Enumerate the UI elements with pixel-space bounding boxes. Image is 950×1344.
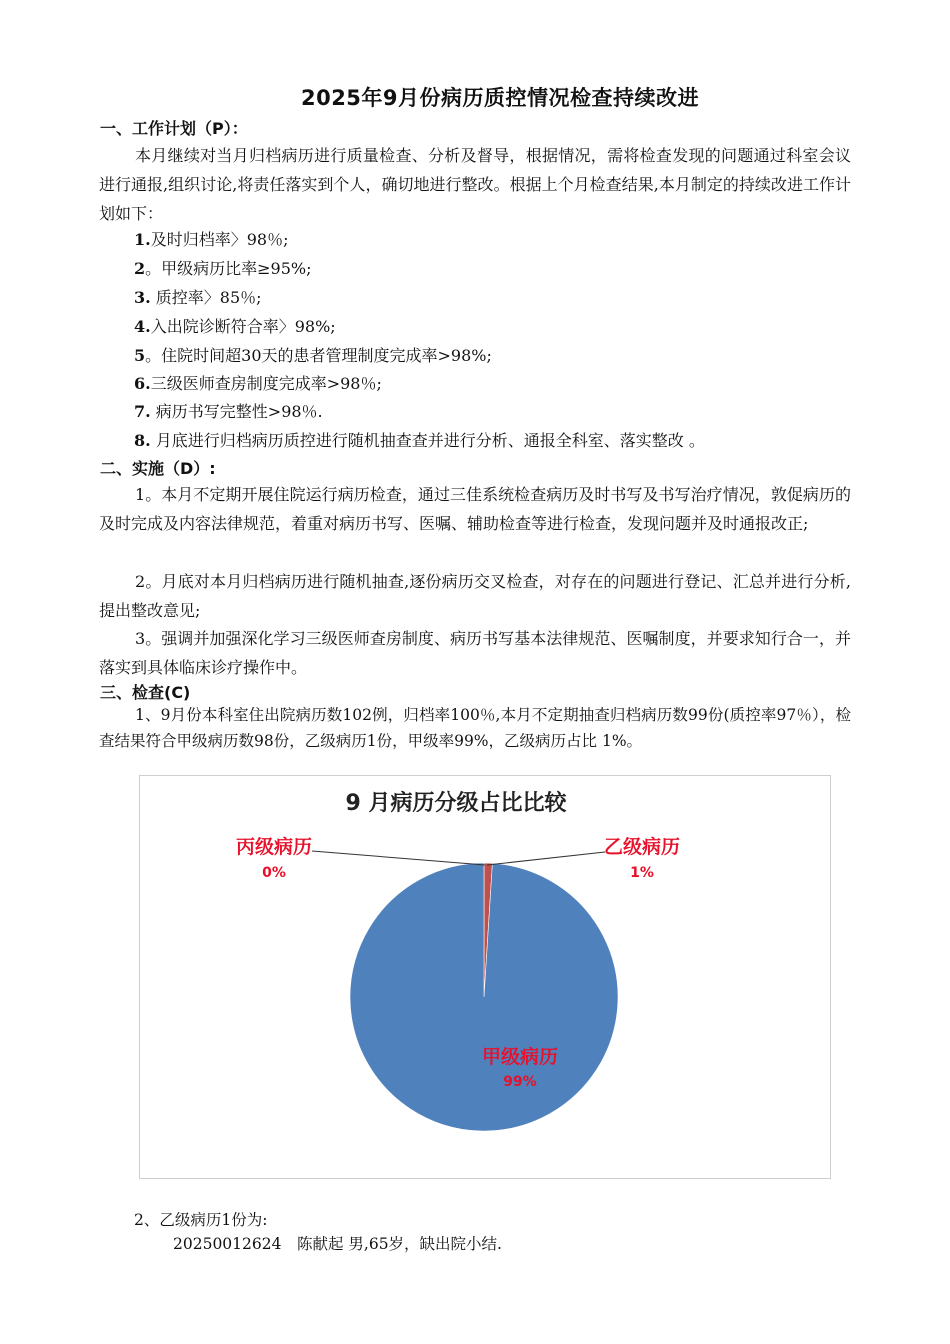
plan-item-text: 。住院时间超30天的患者管理制度完成率>98%; xyxy=(145,346,492,365)
plan-item xyxy=(134,431,705,451)
plan-item-number: 1. xyxy=(134,230,151,249)
section-implement-para: 2。月底对本月归档病历进行随机抽查,逐份病历交叉检查，对存在的问题进行登记、汇总并进行分析,提出整改意见; xyxy=(99,572,851,620)
plan-item xyxy=(134,402,323,422)
pie-leader-lines xyxy=(312,851,605,865)
pie-label-name: 甲级病历 xyxy=(481,1046,559,1068)
plan-item-number: 7. xyxy=(134,402,151,421)
section-implement-para: 1。本月不定期开展住院运行病历检查，通过三佳系统检查病历及时书写及书写治疗情况，敦促病历的及时完成及内容法律规范，着重对病历书写、医嘱、辅助检查等进行检查，发现问题并及时通报改正; xyxy=(99,485,851,533)
pie-chart xyxy=(139,775,831,1179)
plan-item-text: 。甲级病历比率≥95%; xyxy=(145,259,312,278)
plan-item-text: 及时归档率〉98％; xyxy=(150,230,289,249)
section-implement-para: 3。强调并加强深化学习三级医师查房制度、病历书写基本法律规范、医嘱制度，并要求知行合一，并落实到具体临床诊疗操作中。 xyxy=(99,629,851,677)
page-title: 2025年9月份病历质控情况检查持续改进 xyxy=(300,86,700,110)
section-check-para: 2、乙级病历1份为: xyxy=(134,1211,268,1229)
plan-item-text: 质控率〉85％; xyxy=(150,288,262,307)
plan-item-number: 6. xyxy=(134,374,151,393)
grade-b-record: 20250012624 陈献起 男,65岁，缺出院小结. xyxy=(173,1235,502,1253)
plan-item-number: 5 xyxy=(134,346,146,365)
plan-item-number: 8. xyxy=(134,431,151,450)
plan-item xyxy=(134,346,492,366)
leader-line-丙级病历 xyxy=(312,851,485,865)
plan-item-text: 三级医师查房制度完成率>98％; xyxy=(150,374,382,393)
section-plan-intro: 本月继续对当月归档病历进行质量检查、分析及督导，根据情况，需将检查发现的问题通过科室会议进行通报,组织讨论,将责任落实到个人，确切地进行整改。根据上个月检查结果,本月制定的持续改进工作计划如下： xyxy=(99,146,851,223)
leader-line-乙级病历 xyxy=(487,852,605,865)
plan-item xyxy=(134,374,382,394)
pie-slices xyxy=(350,863,618,1131)
pie-label-value: 0% xyxy=(262,865,286,881)
chart-title: 9 月病历分级占比比较 xyxy=(345,791,567,816)
pie-label-name: 丙级病历 xyxy=(235,836,313,858)
plan-item xyxy=(134,259,312,279)
plan-item-text: 病历书写完整性>98％. xyxy=(150,402,323,421)
plan-item-number: 3. xyxy=(134,288,151,307)
section-plan-heading: 一、工作计划（P）： xyxy=(100,119,248,138)
pie-slice-甲级病历 xyxy=(350,863,618,1131)
section-implement-heading: 二、实施（D）: xyxy=(100,459,216,478)
plan-item xyxy=(134,230,288,250)
pie-label-value: 99% xyxy=(503,1074,537,1090)
plan-item-text: 月底进行归档病历质控进行随机抽查查并进行分析、通报全科室、落实整改 。 xyxy=(150,431,705,450)
plan-item xyxy=(134,317,336,337)
pie-label-name: 乙级病历 xyxy=(603,836,681,858)
plan-item-number: 4. xyxy=(134,317,151,336)
section-check-para: 1、9月份本科室住出院病历数102例，归档率100％,本月不定期抽查归档病历数99份(质控率97％），检查结果符合甲级病历数98份，乙级病历1份，甲级率99%，乙级病历占比 1%。 xyxy=(99,706,851,750)
section-check-heading: 三、检查(C) xyxy=(100,683,191,702)
plan-item-text: 入出院诊断符合率〉98%; xyxy=(150,317,336,336)
plan-item-number: 2 xyxy=(134,259,146,278)
pie-label-value: 1% xyxy=(630,865,654,881)
pie-chart-svg xyxy=(140,776,830,1178)
plan-item xyxy=(134,288,262,308)
